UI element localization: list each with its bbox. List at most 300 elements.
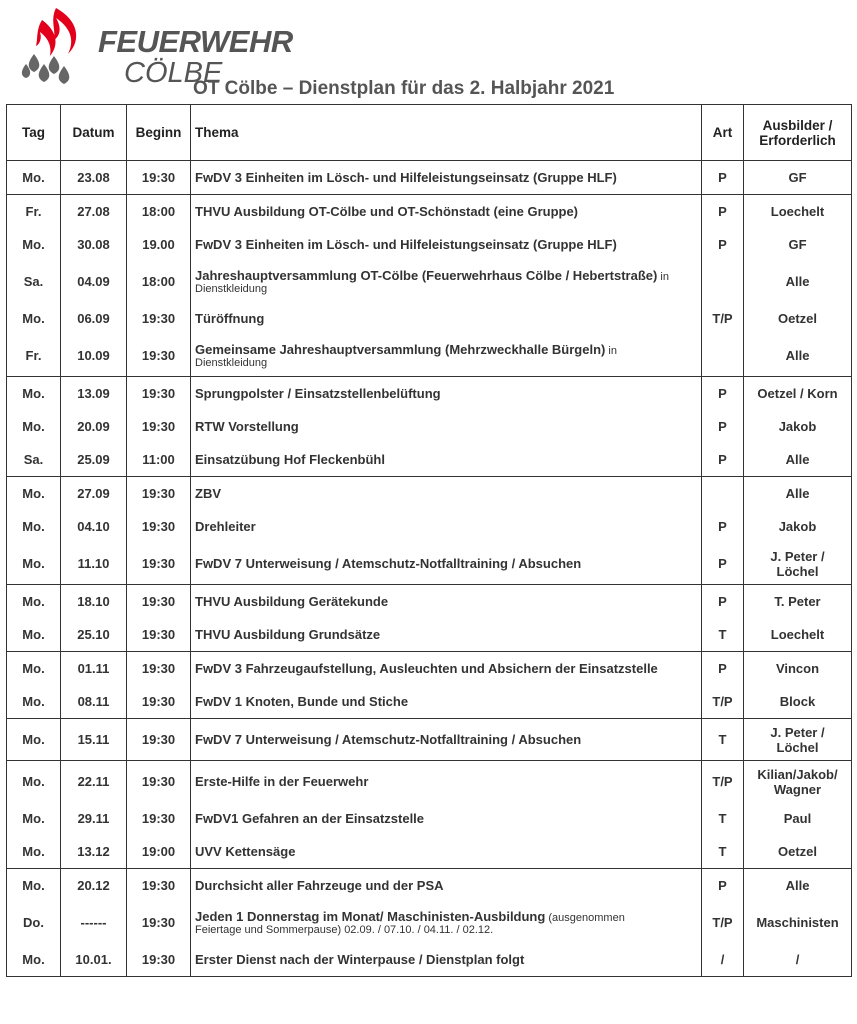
cell-ausbilder [744, 477, 852, 511]
table-row [7, 335, 852, 377]
cell-art-text: P [718, 594, 727, 609]
cell-beginn-text: 19.00 [142, 237, 175, 252]
cell-tag [7, 943, 61, 977]
cell-art-text: P [718, 661, 727, 676]
cell-beginn-text: 19:30 [141, 774, 176, 789]
cell-art-text: T/P [712, 694, 733, 709]
cell-art-text: T/P [712, 311, 733, 326]
cell-datum [61, 943, 127, 977]
cell-beginn [127, 261, 191, 302]
cell-tag-text: Do. [23, 915, 44, 930]
cell-ausbilder [744, 835, 852, 869]
table-row [7, 761, 852, 803]
table-row [7, 510, 852, 543]
cell-thema-text: FwDV1 Gefahren an der Einsatzstelle [195, 811, 425, 826]
cell-thema-text: Türöffnung [195, 311, 265, 326]
cell-tag-text: Mo. [22, 237, 45, 252]
cell-datum-text: 11.10 [77, 556, 110, 571]
table-row [7, 443, 852, 477]
cell-datum [61, 869, 127, 903]
cell-beginn-text: 19:30 [141, 486, 176, 501]
cell-thema-text: FwDV 7 Unterweisung / Atemschutz-Notfalltraining / Absuchen [195, 556, 582, 571]
schedule-body [7, 161, 852, 977]
cell-thema [191, 161, 702, 195]
cell-tag-text: Mo. [22, 486, 45, 501]
cell-tag-text: Mo. [22, 774, 45, 789]
cell-beginn [127, 761, 191, 803]
cell-datum-text: 20.09 [77, 419, 110, 434]
cell-thema [191, 719, 702, 761]
cell-beginn-text: 19:30 [141, 556, 176, 571]
cell-thema-text: Jeden 1 Donnerstag im Monat/ Maschinisten-Ausbildung [195, 909, 546, 924]
cell-tag [7, 543, 61, 585]
cell-tag-text: Mo. [22, 556, 45, 571]
cell-datum [61, 652, 127, 686]
cell-datum [61, 835, 127, 869]
cell-ausbilder [744, 510, 852, 543]
cell-art-text: P [718, 556, 727, 571]
cell-art [702, 161, 744, 195]
cell-tag [7, 335, 61, 377]
column-header-art: Art [702, 105, 744, 161]
cell-thema-text: THVU Ausbildung OT-Cölbe und OT-Schönstadt (eine Gruppe) [195, 204, 579, 219]
cell-beginn-text: 18:00 [141, 204, 176, 219]
cell-thema [191, 410, 702, 443]
cell-beginn [127, 410, 191, 443]
cell-tag [7, 835, 61, 869]
cell-art-text: T/P [712, 915, 733, 930]
table-row [7, 228, 852, 261]
cell-art-text: P [718, 878, 727, 893]
cell-beginn-text: 19:30 [141, 519, 176, 534]
cell-ausbilder-text: / [795, 952, 800, 967]
cell-beginn-text: 19:30 [141, 386, 176, 401]
cell-ausbilder [744, 869, 852, 903]
cell-tag-text: Mo. [22, 594, 45, 609]
cell-datum [61, 719, 127, 761]
cell-datum-text: 22.11 [77, 774, 110, 789]
cell-ausbilder [744, 335, 852, 377]
cell-thema [191, 902, 702, 943]
cell-datum [61, 228, 127, 261]
cell-art-text: P [718, 204, 727, 219]
table-row [7, 835, 852, 869]
cell-tag [7, 869, 61, 903]
cell-beginn [127, 377, 191, 411]
cell-art [702, 719, 744, 761]
cell-thema-text: Einsatzübung Hof Fleckenbühl [195, 452, 385, 467]
cell-tag-text: Mo. [22, 811, 45, 826]
cell-tag-text: Mo. [22, 311, 45, 326]
cell-thema-text: UVV Kettensäge [195, 844, 296, 859]
cell-ausbilder [744, 585, 852, 619]
cell-thema [191, 685, 702, 719]
cell-ausbilder-text: Jakob [778, 519, 817, 534]
cell-tag [7, 443, 61, 477]
cell-datum-text: 13.09 [77, 386, 110, 401]
cell-ausbilder-text: Alle [785, 274, 810, 289]
cell-ausbilder [744, 261, 852, 302]
cell-art-text: P [718, 237, 727, 252]
cell-thema-text: FwDV 7 Unterweisung / Atemschutz-Notfalltraining / Absuchen [195, 732, 582, 747]
cell-tag [7, 685, 61, 719]
cell-tag [7, 228, 61, 261]
cell-beginn-text: 19:30 [141, 594, 176, 609]
cell-thema-text: FwDV 3 Einheiten im Lösch- und Hilfeleistungseinsatz (Gruppe HLF) [195, 170, 617, 185]
table-row [7, 869, 852, 903]
cell-tag [7, 719, 61, 761]
cell-art [702, 228, 744, 261]
cell-beginn-text: 19:00 [141, 844, 176, 859]
cell-tag [7, 652, 61, 686]
cell-thema [191, 869, 702, 903]
cell-ausbilder [744, 443, 852, 477]
table-row [7, 652, 852, 686]
cell-datum [61, 543, 127, 585]
cell-thema [191, 802, 702, 835]
cell-datum-text: 10.01. [75, 952, 112, 967]
cell-art-text: P [718, 419, 727, 434]
cell-datum-text: 04.10 [77, 519, 110, 534]
cell-thema [191, 477, 702, 511]
cell-tag-text: Fr. [25, 348, 42, 363]
cell-ausbilder [744, 377, 852, 411]
cell-beginn [127, 652, 191, 686]
cell-thema [191, 618, 702, 652]
cell-tag-text: Sa. [23, 452, 44, 467]
cell-art [702, 302, 744, 335]
cell-datum-text: ------ [80, 915, 107, 930]
cell-art-text: T [718, 732, 727, 747]
cell-art [702, 477, 744, 511]
table-row [7, 585, 852, 619]
cell-thema-text: ZBV [195, 486, 221, 501]
cell-thema-text: FwDV 3 Fahrzeugaufstellung, Ausleuchten und Absichern der Einsatzstelle [195, 661, 658, 676]
column-header-datum: Datum [61, 105, 127, 161]
cell-datum-text: 10.09 [77, 348, 110, 363]
cell-art [702, 902, 744, 943]
cell-ausbilder [744, 195, 852, 229]
cell-tag-text: Mo. [22, 627, 45, 642]
cell-ausbilder [744, 761, 852, 803]
column-header-tag: Tag [7, 105, 61, 161]
cell-tag [7, 585, 61, 619]
cell-tag-text: Mo. [22, 694, 45, 709]
cell-beginn [127, 195, 191, 229]
cell-datum-text: 25.09 [77, 452, 110, 467]
cell-beginn [127, 477, 191, 511]
cell-ausbilder [744, 943, 852, 977]
cell-datum [61, 377, 127, 411]
cell-beginn-text: 19:30 [141, 627, 176, 642]
cell-datum [61, 410, 127, 443]
cell-tag-text: Mo. [22, 386, 45, 401]
cell-beginn [127, 161, 191, 195]
cell-tag-text: Mo. [22, 878, 45, 893]
cell-ausbilder [744, 543, 852, 585]
cell-tag-text: Mo. [22, 170, 45, 185]
cell-datum [61, 302, 127, 335]
cell-art-text: T [718, 844, 727, 859]
cell-tag-text: Mo. [22, 419, 45, 434]
cell-beginn [127, 902, 191, 943]
cell-datum [61, 195, 127, 229]
cell-thema-text: Erste-Hilfe in der Feuerwehr [195, 774, 369, 789]
cell-ausbilder [744, 302, 852, 335]
cell-tag [7, 761, 61, 803]
cell-tag [7, 477, 61, 511]
cell-art [702, 761, 744, 803]
cell-thema-note: in [605, 345, 617, 357]
table-row [7, 685, 852, 719]
cell-datum-text: 29.11 [77, 811, 110, 826]
cell-beginn-text: 19:30 [141, 311, 176, 326]
cell-tag [7, 902, 61, 943]
column-header-thema: Thema [191, 105, 702, 161]
cell-beginn [127, 543, 191, 585]
cell-datum [61, 443, 127, 477]
cell-tag-text: Mo. [22, 952, 45, 967]
cell-thema-subnote: Feiertage und Sommerpause) 02.09. / 07.10. / 04.11. / 02.12. [195, 924, 494, 936]
cell-beginn-text: 18:00 [141, 274, 176, 289]
cell-thema-text: THVU Ausbildung Grundsätze [195, 627, 381, 642]
cell-thema-text: RTW Vorstellung [195, 419, 299, 434]
cell-thema-note: in [657, 271, 669, 283]
cell-tag-text: Mo. [22, 732, 45, 747]
cell-beginn-text: 19:30 [141, 952, 176, 967]
cell-datum [61, 685, 127, 719]
cell-art-text: P [718, 519, 727, 534]
table-row [7, 261, 852, 302]
cell-datum-text: 20.12 [77, 878, 110, 893]
cell-art-text: T [718, 811, 727, 826]
cell-datum-text: 18.10 [77, 594, 110, 609]
cell-art [702, 802, 744, 835]
cell-datum [61, 161, 127, 195]
cell-datum-text: 23.08 [77, 170, 110, 185]
table-row [7, 802, 852, 835]
column-header-ausbilder: Ausbilder / Erforderlich [744, 105, 852, 161]
cell-thema [191, 943, 702, 977]
cell-ausbilder-text: Block [779, 694, 816, 709]
logo [20, 6, 293, 89]
cell-datum-text: 27.09 [77, 486, 110, 501]
cell-art [702, 835, 744, 869]
cell-ausbilder-text: Paul [783, 811, 812, 826]
cell-beginn [127, 835, 191, 869]
cell-ausbilder [744, 685, 852, 719]
cell-ausbilder-text: Vincon [775, 661, 820, 676]
cell-ausbilder [744, 902, 852, 943]
cell-beginn-text: 11:00 [142, 452, 175, 467]
cell-thema-text: Sprungpolster / Einsatzstellenbelüftung [195, 386, 441, 401]
table-row [7, 161, 852, 195]
cell-art [702, 618, 744, 652]
cell-tag [7, 802, 61, 835]
cell-datum-text: 01.11 [77, 661, 110, 676]
cell-tag [7, 510, 61, 543]
cell-ausbilder-text: GF [788, 237, 807, 252]
table-row [7, 902, 852, 943]
cell-beginn [127, 335, 191, 377]
cell-ausbilder [744, 161, 852, 195]
table-row [7, 195, 852, 229]
cell-datum-text: 04.09 [77, 274, 110, 289]
cell-beginn-text: 19:30 [141, 878, 176, 893]
cell-ausbilder [744, 228, 852, 261]
cell-tag-text: Mo. [22, 844, 45, 859]
cell-thema-text: FwDV 3 Einheiten im Lösch- und Hilfeleistungseinsatz (Gruppe HLF) [195, 237, 617, 252]
cell-datum-text: 15.11 [77, 732, 110, 747]
cell-beginn [127, 802, 191, 835]
cell-beginn-text: 19:30 [141, 732, 176, 747]
cell-datum [61, 477, 127, 511]
cell-ausbilder-text: Kilian/Jakob/ Wagner [757, 766, 838, 797]
cell-ausbilder [744, 719, 852, 761]
cell-datum-text: 08.11 [77, 694, 110, 709]
cell-tag-text: Mo. [22, 661, 45, 676]
cell-ausbilder [744, 652, 852, 686]
cell-art-text: / [720, 952, 725, 967]
cell-ausbilder-text: Alle [785, 452, 810, 467]
cell-datum [61, 802, 127, 835]
cell-beginn-text: 19:30 [141, 661, 176, 676]
flame-icon [20, 6, 100, 88]
cell-art [702, 685, 744, 719]
cell-beginn-text: 19:30 [141, 694, 176, 709]
cell-thema-text: THVU Ausbildung Gerätekunde [195, 594, 389, 609]
cell-art [702, 443, 744, 477]
cell-thema [191, 195, 702, 229]
cell-ausbilder [744, 410, 852, 443]
cell-thema-text: FwDV 1 Knoten, Bunde und Stiche [195, 694, 409, 709]
cell-beginn-text: 19:30 [141, 915, 176, 930]
cell-tag-text: Sa. [23, 274, 44, 289]
cell-thema-text: Gemeinsame Jahreshauptversammlung (Mehrzweckhalle Bürgeln) [195, 342, 606, 357]
cell-art [702, 377, 744, 411]
cell-thema-text: Jahreshauptversammlung OT-Cölbe (Feuerwehrhaus Cölbe / Hebertstraße) [195, 268, 658, 283]
cell-thema [191, 335, 702, 377]
cell-tag [7, 618, 61, 652]
table-row [7, 618, 852, 652]
cell-thema-subnote: Dienstkleidung [195, 357, 268, 369]
cell-art [702, 510, 744, 543]
cell-datum [61, 510, 127, 543]
cell-ausbilder-text: Alle [785, 348, 810, 363]
table-row [7, 543, 852, 585]
cell-art-text: T/P [712, 774, 733, 789]
cell-datum [61, 261, 127, 302]
cell-beginn [127, 719, 191, 761]
cell-art-text: P [718, 386, 727, 401]
cell-ausbilder-text: Loechelt [770, 627, 825, 642]
cell-beginn [127, 510, 191, 543]
cell-datum [61, 761, 127, 803]
cell-beginn [127, 869, 191, 903]
cell-thema [191, 377, 702, 411]
table-row [7, 302, 852, 335]
cell-thema [191, 443, 702, 477]
cell-ausbilder-text: J. Peter / Löchel [770, 724, 825, 755]
cell-ausbilder-text: Oetzel [777, 311, 817, 326]
cell-tag [7, 302, 61, 335]
cell-ausbilder-text: GF [788, 170, 807, 185]
cell-beginn [127, 585, 191, 619]
cell-beginn [127, 618, 191, 652]
logo-text-coelbe: CÖLBE [124, 57, 223, 89]
cell-thema-note: (ausgenommen [545, 912, 625, 924]
cell-tag [7, 410, 61, 443]
table-row [7, 477, 852, 511]
cell-datum [61, 585, 127, 619]
cell-ausbilder-text: Jakob [778, 419, 817, 434]
cell-art [702, 543, 744, 585]
cell-ausbilder [744, 802, 852, 835]
cell-art [702, 195, 744, 229]
cell-thema [191, 543, 702, 585]
cell-tag [7, 261, 61, 302]
cell-datum [61, 618, 127, 652]
cell-ausbilder-text: Loechelt [770, 204, 825, 219]
cell-art [702, 869, 744, 903]
cell-thema-text: Drehleiter [195, 519, 256, 534]
cell-beginn [127, 302, 191, 335]
cell-tag [7, 161, 61, 195]
table-row [7, 410, 852, 443]
cell-thema [191, 510, 702, 543]
cell-thema [191, 261, 702, 302]
cell-ausbilder-text: Oetzel [777, 844, 817, 859]
cell-ausbilder [744, 618, 852, 652]
cell-art-text: P [718, 452, 727, 467]
cell-beginn [127, 685, 191, 719]
cell-thema [191, 761, 702, 803]
cell-thema-text: Durchsicht aller Fahrzeuge und der PSA [195, 878, 444, 893]
cell-ausbilder-text: T. Peter [774, 594, 821, 609]
cell-datum-text: 13.12 [77, 844, 110, 859]
schedule-table [6, 104, 852, 977]
cell-ausbilder-text: J. Peter / Löchel [770, 548, 825, 579]
cell-beginn-text: 19:30 [141, 419, 176, 434]
cell-ausbilder-text: Oetzel / Korn [757, 386, 838, 401]
cell-art [702, 652, 744, 686]
cell-beginn-text: 19:30 [141, 348, 176, 363]
cell-art-text: P [718, 170, 727, 185]
cell-thema-subnote: Dienstkleidung [195, 283, 268, 295]
cell-art [702, 585, 744, 619]
cell-thema [191, 652, 702, 686]
cell-beginn [127, 443, 191, 477]
cell-datum [61, 335, 127, 377]
cell-art [702, 410, 744, 443]
cell-beginn [127, 943, 191, 977]
page-header [0, 0, 857, 105]
column-header-beginn: Beginn [127, 105, 191, 161]
cell-thema [191, 302, 702, 335]
cell-datum [61, 902, 127, 943]
cell-tag [7, 377, 61, 411]
cell-datum-text: 27.08 [77, 204, 110, 219]
cell-beginn-text: 19:30 [141, 170, 176, 185]
cell-ausbilder-text: Alle [785, 486, 810, 501]
cell-thema [191, 835, 702, 869]
cell-beginn-text: 19:30 [141, 811, 176, 826]
cell-tag-text: Fr. [25, 204, 42, 219]
table-row [7, 377, 852, 411]
cell-beginn [127, 228, 191, 261]
cell-thema [191, 585, 702, 619]
cell-datum-text: 25.10 [77, 627, 110, 642]
